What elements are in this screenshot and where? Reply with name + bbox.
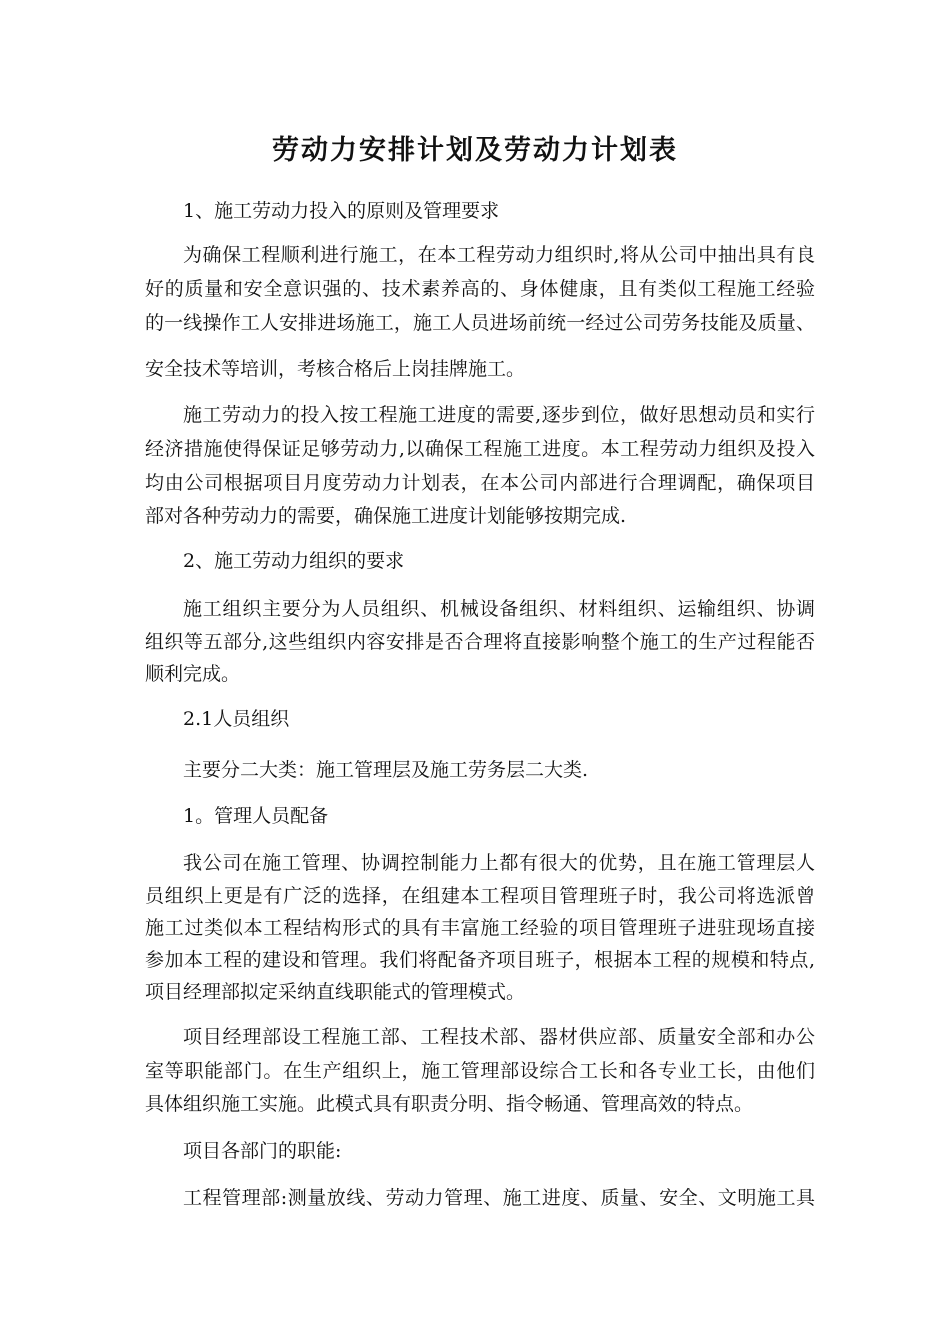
paragraph-1-line-2: 好的质量和安全意识强的、技术素养高的、身体健康，且有类似工程施工经验 [145,278,815,300]
paragraph-1-line-3: 的一线操作工人安排进场施工，施工人员进场前统一经过公司劳务技能及质量、 [145,312,815,334]
paragraph-1-line-4: 安全技术等培训，考核合格后上岗挂牌施工。 [145,358,526,380]
management-staff-heading: 1。管理人员配备 [183,805,329,827]
paragraph-5-line-1: 我公司在施工管理、协调控制能力上都有很大的优势，且在施工管理层人 [183,852,815,874]
paragraph-5-line-2: 员组织上更是有广泛的选择，在组建本工程项目管理班子时，我公司将选派曾 [145,885,815,907]
paragraph-4: 主要分二大类：施工管理层及施工劳务层二大类. [183,759,589,781]
paragraph-3-line-3: 顺利完成。 [145,663,241,685]
paragraph-2-line-1: 施工劳动力的投入按工程施工进度的需要,逐步到位，做好思想动员和实行 [183,404,815,426]
section-heading-1: 1、施工劳动力投入的原则及管理要求 [183,200,500,222]
paragraph-5-line-5: 项目经理部拟定采纳直线职能式的管理模式。 [145,981,526,1003]
paragraph-2-line-2: 经济措施使得保证足够劳动力,以确保工程施工进度。本工程劳动力组织及投入 [145,438,815,460]
paragraph-1-line-1: 为确保工程顺利进行施工，在本工程劳动力组织时,将从公司中抽出具有良 [183,244,815,266]
document-title: 劳动力安排计划及劳动力计划表 [272,135,678,166]
paragraph-7: 项目各部门的职能: [183,1140,342,1162]
section-heading-2-1: 2.1人员组织 [183,708,290,730]
paragraph-3-line-2: 组织等五部分,这些组织内容安排是否合理将直接影响整个施工的生产过程能否 [145,631,815,653]
paragraph-5-line-3: 施工过类似本工程结构形式的具有丰富施工经验的项目管理班子进驻现场直接 [145,917,815,939]
paragraph-8: 工程管理部:测量放线、劳动力管理、施工进度、质量、安全、文明施工具 [183,1187,815,1209]
paragraph-6-line-1: 项目经理部设工程施工部、工程技术部、器材供应部、质量安全部和办公 [183,1026,815,1048]
paragraph-6-line-3: 具体组织施工实施。此模式具有职责分明、指令畅通、管理高效的特点。 [145,1093,754,1115]
section-heading-2: 2、施工劳动力组织的要求 [183,550,405,572]
paragraph-6-line-2: 室等职能部门。在生产组织上，施工管理部设综合工长和各专业工长，由他们 [145,1060,815,1082]
paragraph-2-line-4: 部对各种劳动力的需要，确保施工进度计划能够按期完成. [145,505,627,527]
paragraph-2-line-3: 均由公司根据项目月度劳动力计划表，在本公司内部进行合理调配，确保项目 [145,472,815,494]
paragraph-3-line-1: 施工组织主要分为人员组织、机械设备组织、材料组织、运输组织、协调 [183,598,815,620]
paragraph-5-line-4: 参加本工程的建设和管理。我们将配备齐项目班子，根据本工程的规模和特点, [145,949,815,971]
